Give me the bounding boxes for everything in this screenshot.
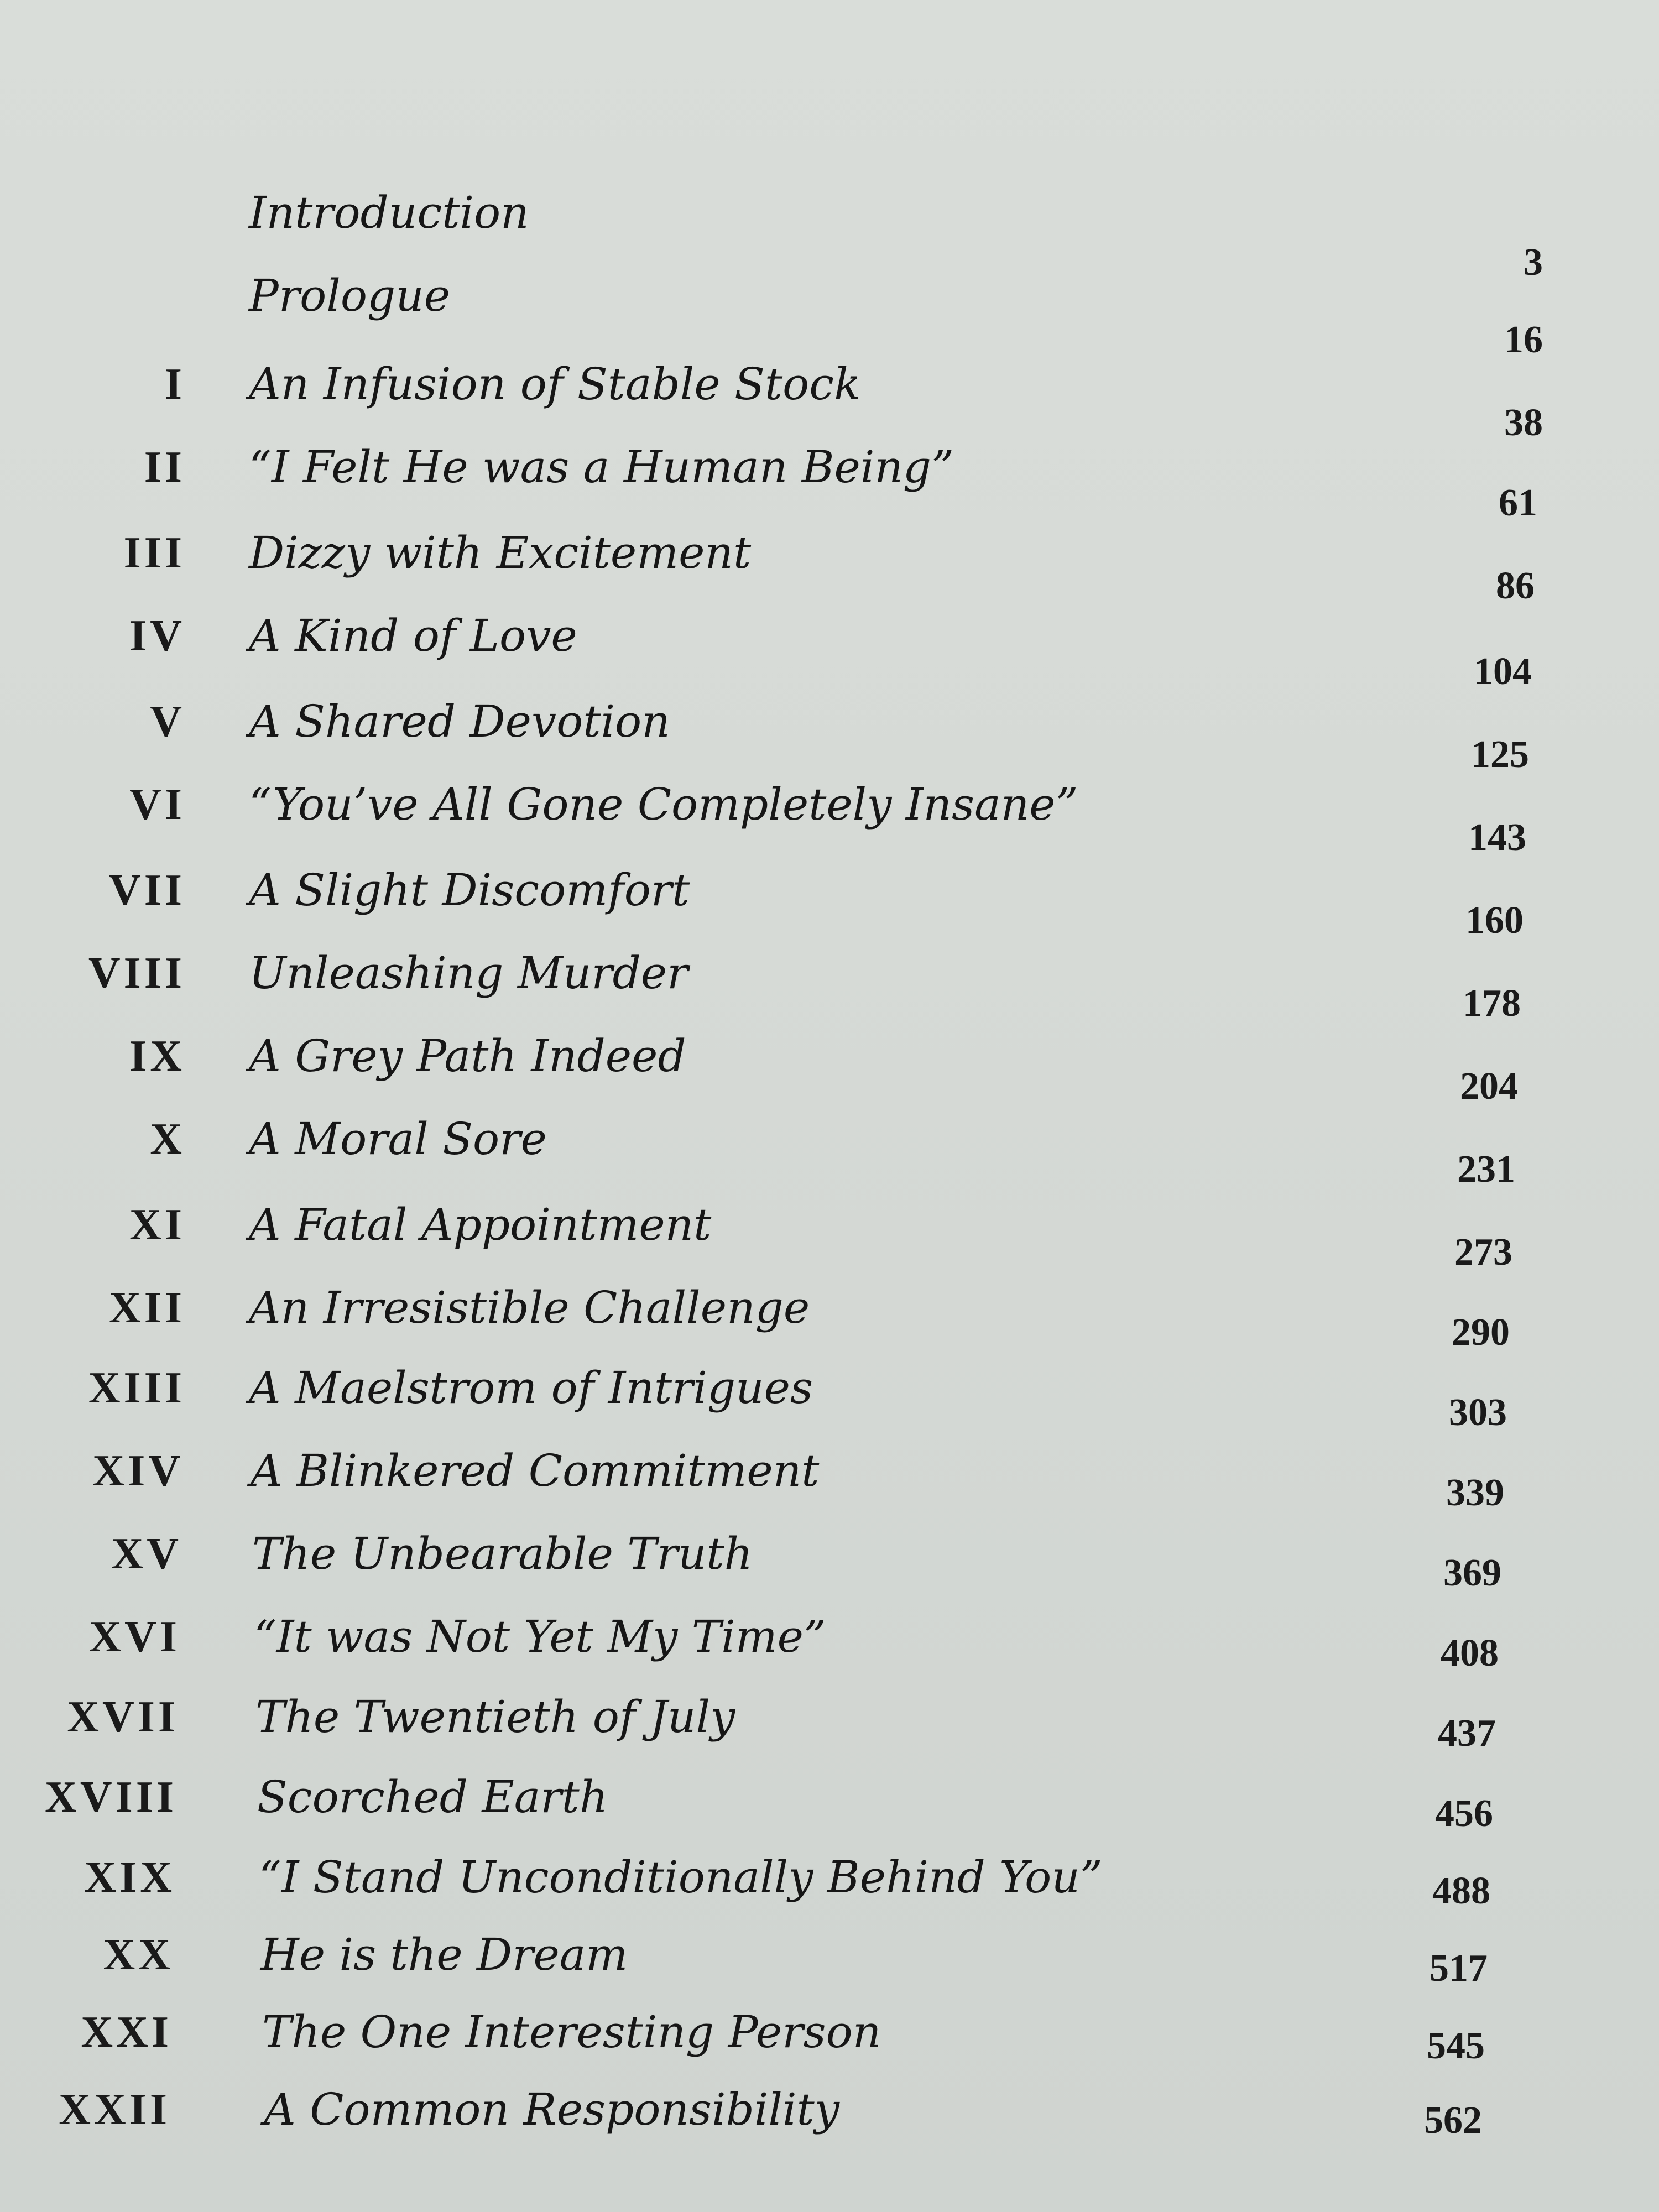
chapter-number: XVIII: [45, 1773, 177, 1822]
page-number: 61: [1499, 482, 1537, 524]
chapter-title: Dizzy with Excitement: [249, 527, 752, 578]
chapter-number: XII: [108, 1284, 185, 1332]
page-number: 204: [1460, 1065, 1518, 1108]
page-number: 178: [1463, 982, 1521, 1025]
toc-entry: [0, 606, 1659, 688]
page-number: 408: [1441, 1632, 1499, 1674]
chapter-number: XI: [129, 1201, 185, 1249]
chapter-title: The Twentieth of July: [255, 1691, 735, 1743]
toc-entry: [0, 774, 1659, 857]
chapter-title: “I Stand Unconditionally Behind You”: [259, 1851, 1103, 1903]
chapter-title: A Slight Discomfort: [249, 864, 690, 916]
chapter-number: X: [150, 1115, 185, 1164]
page-number: 339: [1446, 1472, 1504, 1514]
chapter-number: VI: [129, 780, 185, 829]
page-number: 86: [1496, 565, 1535, 607]
chapter-number: VII: [108, 866, 185, 915]
toc-entry: [0, 860, 1659, 943]
chapter-number: II: [144, 443, 185, 492]
chapter-title: A Blinkered Commitment: [251, 1445, 820, 1496]
chapter-number: XIV: [92, 1447, 184, 1495]
page-number: 273: [1454, 1231, 1512, 1274]
chapter-number: V: [150, 697, 185, 746]
page-number: 437: [1438, 1712, 1496, 1755]
chapter-title: Unleashing Murder: [249, 947, 688, 999]
toc-entry: [0, 437, 1659, 520]
chapter-number: XX: [103, 1931, 174, 1979]
chapter-number: XIX: [84, 1853, 175, 1902]
chapter-number: XVII: [67, 1693, 179, 1741]
chapter-title: A Grey Path Indeed: [249, 1030, 686, 1082]
page-number: 517: [1430, 1947, 1488, 1990]
chapter-title: A Moral Sore: [249, 1113, 547, 1165]
chapter-title: “It was Not Yet My Time”: [254, 1611, 826, 1662]
chapter-title: The One Interesting Person: [262, 2006, 881, 2058]
chapter-number: XIII: [88, 1364, 185, 1412]
page-number: 562: [1424, 2099, 1482, 2142]
chapter-title: A Maelstrom of Intrigues: [249, 1362, 813, 1413]
toc-entry: [0, 691, 1659, 774]
chapter-title: “I Felt He was a Human Being”: [249, 441, 954, 493]
chapter-number: XXI: [81, 2008, 172, 2057]
chapter-title: An Infusion of Stable Stock: [249, 358, 861, 410]
chapter-title: He is the Dream: [260, 1929, 628, 1980]
toc-entry: [0, 265, 1659, 348]
chapter-number: I: [164, 360, 185, 409]
toc-entry: [0, 523, 1659, 606]
chapter-title: Scorched Earth: [257, 1771, 608, 1823]
chapter-number: XV: [111, 1530, 182, 1578]
page-number: 38: [1504, 401, 1543, 444]
chapter-title: “You’ve All Gone Completely Insane”: [249, 779, 1078, 830]
chapter-title: The Unbearable Truth: [252, 1528, 753, 1579]
page-number: 3: [1524, 241, 1543, 284]
chapter-title: A Common Responsibility: [264, 2084, 839, 2135]
chapter-title: Prologue: [249, 270, 451, 321]
page-number: 143: [1468, 816, 1526, 859]
chapter-title: An Irresistible Challenge: [249, 1282, 810, 1333]
chapter-number: III: [123, 529, 185, 577]
chapter-number: XVI: [89, 1613, 180, 1661]
toc-entry: [0, 182, 1659, 265]
page-number: 488: [1432, 1870, 1490, 1912]
page-number: 456: [1435, 1792, 1493, 1835]
page-number: 545: [1427, 2025, 1485, 2067]
page-number: 303: [1449, 1391, 1507, 1434]
chapter-title: Introduction: [249, 187, 529, 238]
chapter-number: XXII: [59, 2085, 170, 2134]
chapter-title: A Kind of Love: [249, 610, 577, 661]
page-number: 125: [1471, 733, 1529, 776]
page-number: 160: [1465, 899, 1524, 942]
toc-entry: [0, 354, 1659, 437]
chapter-number: IX: [129, 1032, 185, 1081]
page-number: 290: [1452, 1311, 1510, 1354]
chapter-number: VIII: [88, 949, 185, 998]
page-number: 104: [1474, 650, 1532, 693]
page-number: 231: [1457, 1148, 1515, 1191]
page-number: 16: [1504, 319, 1543, 361]
chapter-title: A Fatal Appointment: [249, 1199, 712, 1250]
page-number: 369: [1443, 1552, 1501, 1594]
chapter-title: A Shared Devotion: [249, 696, 670, 747]
chapter-number: IV: [129, 612, 185, 660]
